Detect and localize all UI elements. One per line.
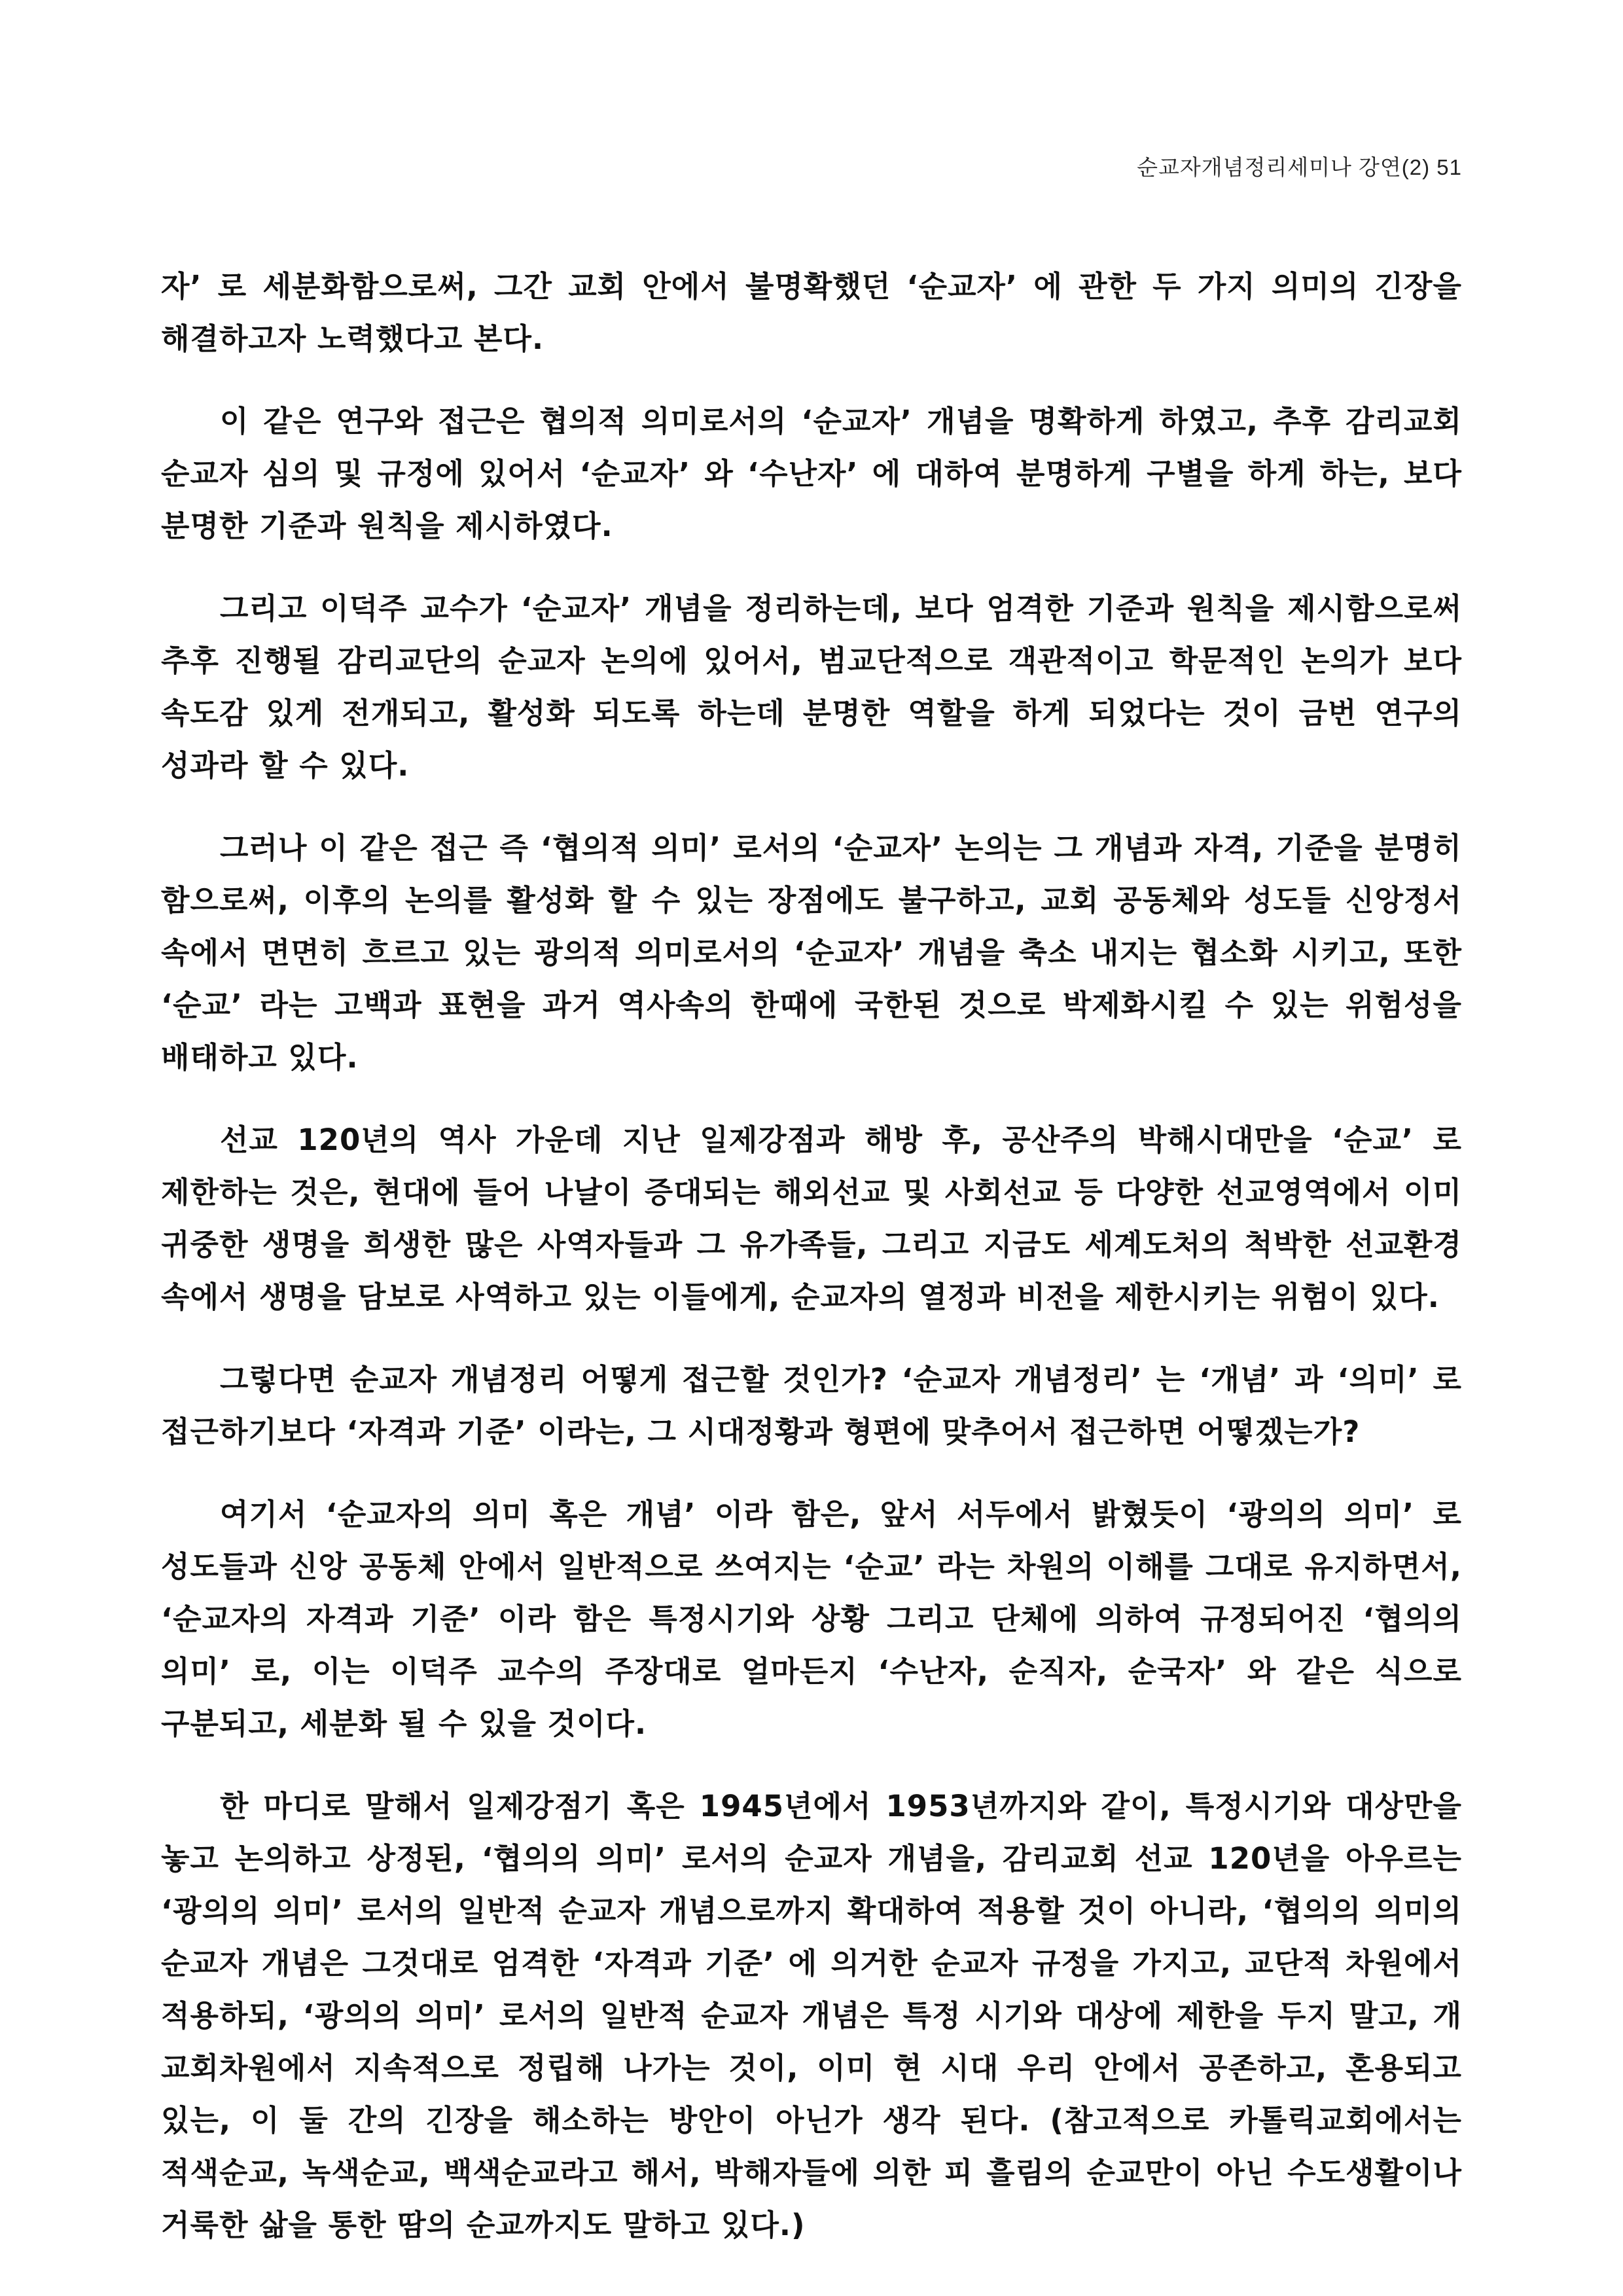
paragraph: 그러나 이 같은 접근 즉 ‘협의적 의미’ 로서의 ‘순교자’ 논의는 그 개념과 자격, 기준을 분명히 함으로써, 이후의 논의를 활성화 할 수 있는 장점에도 불구하고, 교회 공동체와 성도들 신앙정서 속에서 면면히 흐르고 있는 광의적 의미로서의 ‘순교자’ 개념을 축소 내지는 협소화 시키고, 또한 ‘순교’ 라는 고백과 표현을 과거 역사속의 한때에 국한된 것으로 박제화시킬 수 있는 위험성을 배태하고 있다.	[161, 831, 1462, 1075]
paragraph: 여기서 ‘순교자의 의미 혹은 개념’ 이라 함은, 앞서 서두에서 밝혔듯이 ‘광의의 의미’ 로 성도들과 신앙 공동체 안에서 일반적으로 쓰여지는 ‘순교’ 라는 차원의 이해를 그대로 유지하면서, ‘순교자의 자격과 기준’ 이라 함은 특정시기와 상황 그리고 단체에 의하여 규정되어진 ‘협의의 의미’ 로, 이는 이덕주 교수의 주장대로 얼마든지 ‘수난자, 순직자, 순국자’ 와 같은 식으로 구분되고, 세분화 될 수 있을 것이다.	[161, 1497, 1462, 1741]
paragraph: 한 마디로 말해서 일제강점기 혹은 1945년에서 1953년까지와 같이, 특정시기와 대상만을 놓고 논의하고 상정된, ‘협의의 의미’ 로서의 순교자 개념을, 감리교회 선교 120년을 아우르는 ‘광의의 의미’ 로서의 일반적 순교자 개념으로까지 확대하여 적용할 것이 아니라, ‘협의의 의미의 순교자 개념은 그것대로 엄격한 ‘자격과 기준’ 에 의거한 순교자 규정을 가지고, 교단적 차원에서 적용하되, ‘광의의 의미’ 로서의 일반적 순교자 개념은 특정 시기와 대상에 제한을 두지 말고, 개 교회차원에서 지속적으로 정립해 나가는 것이, 이미 현 시대 우리 안에서 공존하고, 혼용되고 있는, 이 둘 간의 긴장을 해소하는 방안이 아닌가 생각 된다. (참고적으로 카톨릭교회에서는 적색순교, 녹색순교, 백색순교라고 해서, 박해자들에 의한 피 흘림의 순교만이 아닌 수도생활이나 거룩한 삶을 통한 땀의 순교까지도 말하고 있다.)	[161, 1789, 1462, 2242]
paragraph: 그렇다면 순교자 개념정리 어떻게 접근할 것인가? ‘순교자 개념정리’ 는 ‘개념’ 과 ‘의미’ 로 접근하기보다 ‘자격과 기준’ 이라는, 그 시대정황과 형편에 맞추어서 접근하면 어떻겠는가?	[161, 1362, 1462, 1449]
body-text	[161, 260, 1462, 2282]
paragraph: 선교 120년의 역사 가운데 지난 일제강점과 해방 후, 공산주의 박해시대만을 ‘순교’ 로 제한하는 것은, 현대에 들어 나날이 증대되는 해외선교 및 사회선교 등 다양한 선교영역에서 이미 귀중한 생명을 희생한 많은 사역자들과 그 유가족들, 그리고 지금도 세계도처의 척박한 선교환경 속에서 생명을 담보로 사역하고 있는 이들에게, 순교자의 열정과 비전을 제한시키는 위험이 있다.	[161, 1122, 1462, 1314]
paragraph: 그리고 이덕주 교수가 ‘순교자’ 개념을 정리하는데, 보다 엄격한 기준과 원칙을 제시함으로써 추후 진행될 감리교단의 순교자 논의에 있어서, 범교단적으로 객관적이고 학문적인 논의가 보다 속도감 있게 전개되고, 활성화 되도록 하는데 분명한 역할을 하게 되었다는 것이 금번 연구의 성과라 할 수 있다.	[161, 591, 1462, 783]
running-header: 순교자개념정리세미나 강연(2) 51	[1137, 155, 1462, 179]
paragraph: 이 같은 연구와 접근은 협의적 의미로서의 ‘순교자’ 개념을 명확하게 하였고, 추후 감리교회 순교자 심의 및 규정에 있어서 ‘순교자’ 와 ‘수난자’ 에 대하여 분명하게 구별을 하게 하는, 보다 분명한 기준과 원칙을 제시하였다.	[161, 404, 1462, 543]
paragraph-continuation: 자’ 로 세분화함으로써, 그간 교회 안에서 불명확했던 ‘순교자’ 에 관한 두 가지 의미의 긴장을 해결하고자 노력했다고 본다.	[161, 269, 1462, 356]
